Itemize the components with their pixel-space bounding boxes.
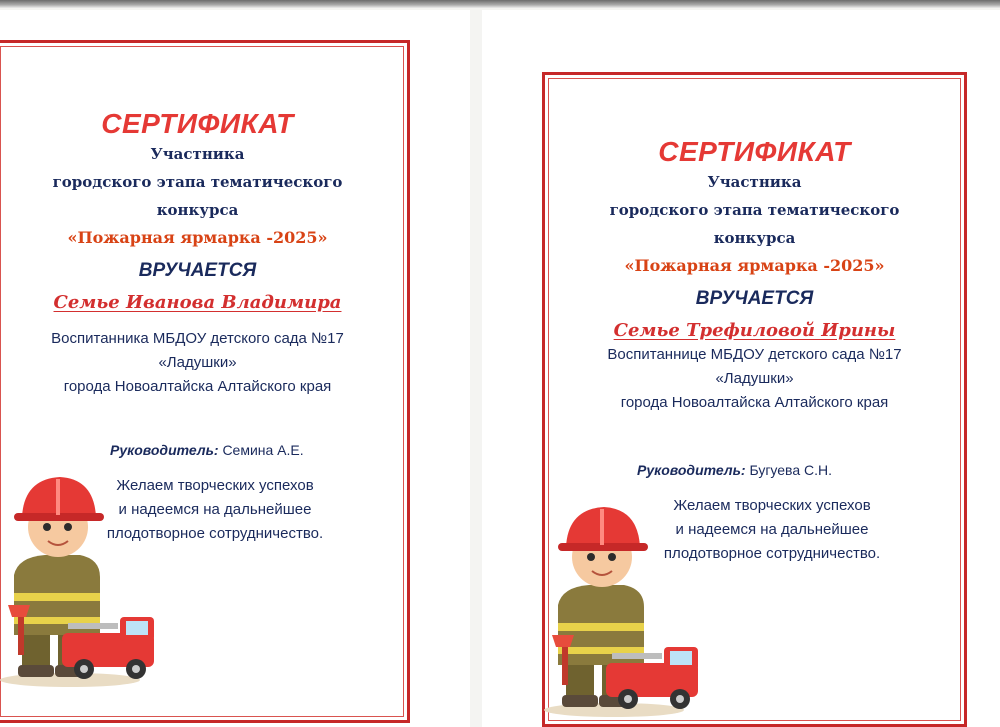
- wish-line-1: Желаем творческих успехов: [673, 497, 871, 514]
- certificate-title: СЕРТИФИКАТ: [658, 136, 851, 167]
- pupil-line-3: города Новоалтайска Алтайского края: [620, 394, 889, 411]
- pupil-line-1: Воспитанника МБДОУ детского сада №17: [51, 330, 344, 347]
- stage-label: городского этапа тематического: [609, 201, 900, 219]
- recipient-name: Семье Иванова Владимира: [53, 292, 342, 313]
- stage-label: городского этапа тематического: [52, 173, 343, 191]
- wish-line-1: Желаем творческих успехов: [116, 477, 314, 494]
- contest-label: конкурса: [156, 201, 239, 219]
- wish-line-3: плодотворное сотрудничество.: [663, 545, 881, 562]
- certificate-title: СЕРТИФИКАТ: [101, 108, 294, 139]
- leader-label: Руководитель:: [637, 462, 746, 478]
- leader-name: Семина А.Е.: [222, 442, 304, 458]
- leader-name: Бугуева С.Н.: [749, 462, 833, 478]
- certificate-text: [542, 136, 967, 415]
- contest-label: конкурса: [713, 229, 796, 247]
- participant-label: Участника: [707, 173, 802, 191]
- scanner-edge: [0, 0, 1000, 8]
- participant-label: Участника: [150, 145, 245, 163]
- certificate-page-right: [482, 10, 1000, 727]
- fireman-illustration: [544, 495, 709, 720]
- certificate-page-left: [0, 10, 470, 727]
- fireman-illustration: [0, 465, 165, 690]
- handed-heading: ВРУЧАЕТСЯ: [138, 260, 257, 281]
- pupil-line-2: «Ладушки»: [158, 354, 237, 371]
- handed-heading: ВРУЧАЕТСЯ: [695, 288, 814, 309]
- contest-name: «Пожарная ярмарка -2025»: [624, 256, 885, 275]
- wish-line-2: и надеемся на дальнейшее: [118, 501, 312, 518]
- pupil-line-1: Воспитаннице МБДОУ детского сада №17: [607, 346, 902, 363]
- contest-name: «Пожарная ярмарка -2025»: [67, 228, 328, 247]
- recipient-name: Семье Трефиловой Ирины: [613, 320, 896, 341]
- certificate-text: [0, 108, 395, 399]
- leader-label: Руководитель:: [110, 442, 219, 458]
- leader-line: [110, 442, 304, 458]
- pupil-line-3: города Новоалтайска Алтайского края: [63, 378, 332, 395]
- pupil-line-2: «Ладушки»: [715, 370, 794, 387]
- wish-line-2: и надеемся на дальнейшее: [675, 521, 869, 538]
- wish-line-3: плодотворное сотрудничество.: [106, 525, 324, 542]
- leader-line: [637, 462, 832, 478]
